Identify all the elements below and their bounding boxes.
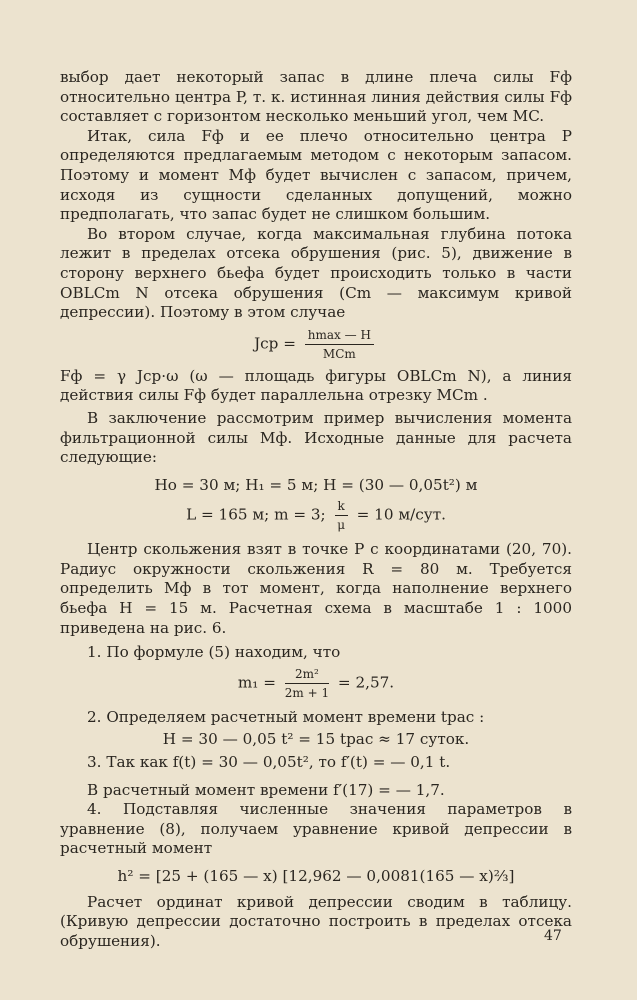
paragraph-9: 3. Так как f(t) = 30 — 0,05t², то f′(t) = — 0,1 t. bbox=[87, 753, 451, 772]
paragraph-8: 2. Определяем расчетный момент времени tрас : bbox=[87, 707, 485, 726]
paragraph-4: Fф = γ Jср·ω (ω — площадь фигуры OBLCm N), а линия действия силы Fф будет параллельна отрезку MCm . bbox=[60, 366, 572, 405]
formula-m1-fraction bbox=[285, 665, 329, 702]
paragraph-7: 1. По формуле (5) находим, что bbox=[87, 643, 341, 662]
formula-jcp-fraction bbox=[305, 326, 374, 363]
formula-m1-rhs: = 2,57. bbox=[337, 673, 395, 692]
formula-given-2 bbox=[60, 497, 572, 534]
formula-time: H = 30 — 0,05 t² = 15 tрас ≈ 17 суток. bbox=[162, 730, 470, 749]
paragraph-3: Во втором случае, когда максимальная глубина потока лежит в пределах отсека обрушения (рис. 5), движение в сторону верхнего бьефа будет происходить только в части OBLCm N отсека обрушения (Cm — максимум кривой депрессии). Поэтому в этом случае bbox=[60, 224, 572, 322]
paragraph-10: В расчетный момент времени f′(17) = — 1,7. bbox=[87, 780, 445, 799]
paragraph-2: Итак, сила Fф и ее плечо относительно центра P определяются предлагаемым методом с некоторым запасом. Поэтому и момент Mф будет вычислен с запасом, причем, исходя из сущности сделанных допущений, можно предполагать, что запас будет не слишком большим. bbox=[60, 126, 572, 224]
formula-given-1: Hо = 30 м; H₁ = 5 м; H = (30 — 0,05t²) м bbox=[154, 475, 478, 494]
formula-m1-denominator: 2m + 1 bbox=[284, 685, 330, 700]
paragraph-11: 4. Подставляя численные значения параметров в уравнение (8), получаем уравнение кривой депрессии в расчетный момент bbox=[60, 800, 572, 858]
formula-jcp-lhs: Jср = bbox=[254, 334, 296, 353]
paragraph-1: выбор дает некоторый запас в длине плеча силы Fф относительно центра P, т. к. истинная линия действия силы Fф составляет с горизонтом несколько меньший угол, чем MC. bbox=[60, 68, 572, 126]
formula-given-2-fraction bbox=[335, 497, 348, 534]
formula-jcp bbox=[60, 326, 572, 363]
formula-m1-lhs: m₁ = bbox=[237, 673, 276, 692]
paragraph-12: Расчет ординат кривой депрессии сводим в таблицу. (Кривую депрессии достаточно построить в пределах отсека обрушения). bbox=[60, 892, 572, 950]
paragraph-6: Центр скольжения взят в точке P с координатами (20, 70). Радиус окружности скольжения R = 80 м. Требуется определить Mф в тот момент, когда наполнение верхнего бьефа H = 15 м. Расчетная схема в масштабе 1 : 1000 приведена на рис. 6. bbox=[60, 540, 572, 637]
formula-jcp-denominator: MCm bbox=[322, 346, 356, 361]
formula-given-2-numerator: k bbox=[335, 497, 348, 516]
formula-given-2-denominator: μ bbox=[337, 518, 346, 533]
formula-given-2-rhs: = 10 м/сут. bbox=[356, 505, 446, 524]
formula-m1-numerator: 2m² bbox=[285, 665, 329, 684]
page-body bbox=[60, 68, 572, 951]
formula-jcp-numerator: hmax — H bbox=[305, 326, 374, 345]
formula-given-2-lhs: L = 165 м; m = 3; bbox=[186, 505, 326, 524]
formula-curve: h² = [25 + (165 — x) [12,962 — 0,0081(165 — x)⅔] bbox=[117, 867, 515, 885]
paragraph-5: В заключение рассмотрим пример вычисления момента фильтрационной силы Mф. Исходные данные для расчета следующие: bbox=[60, 408, 572, 467]
formula-m1 bbox=[60, 665, 572, 702]
page-number: 47 bbox=[544, 928, 562, 944]
